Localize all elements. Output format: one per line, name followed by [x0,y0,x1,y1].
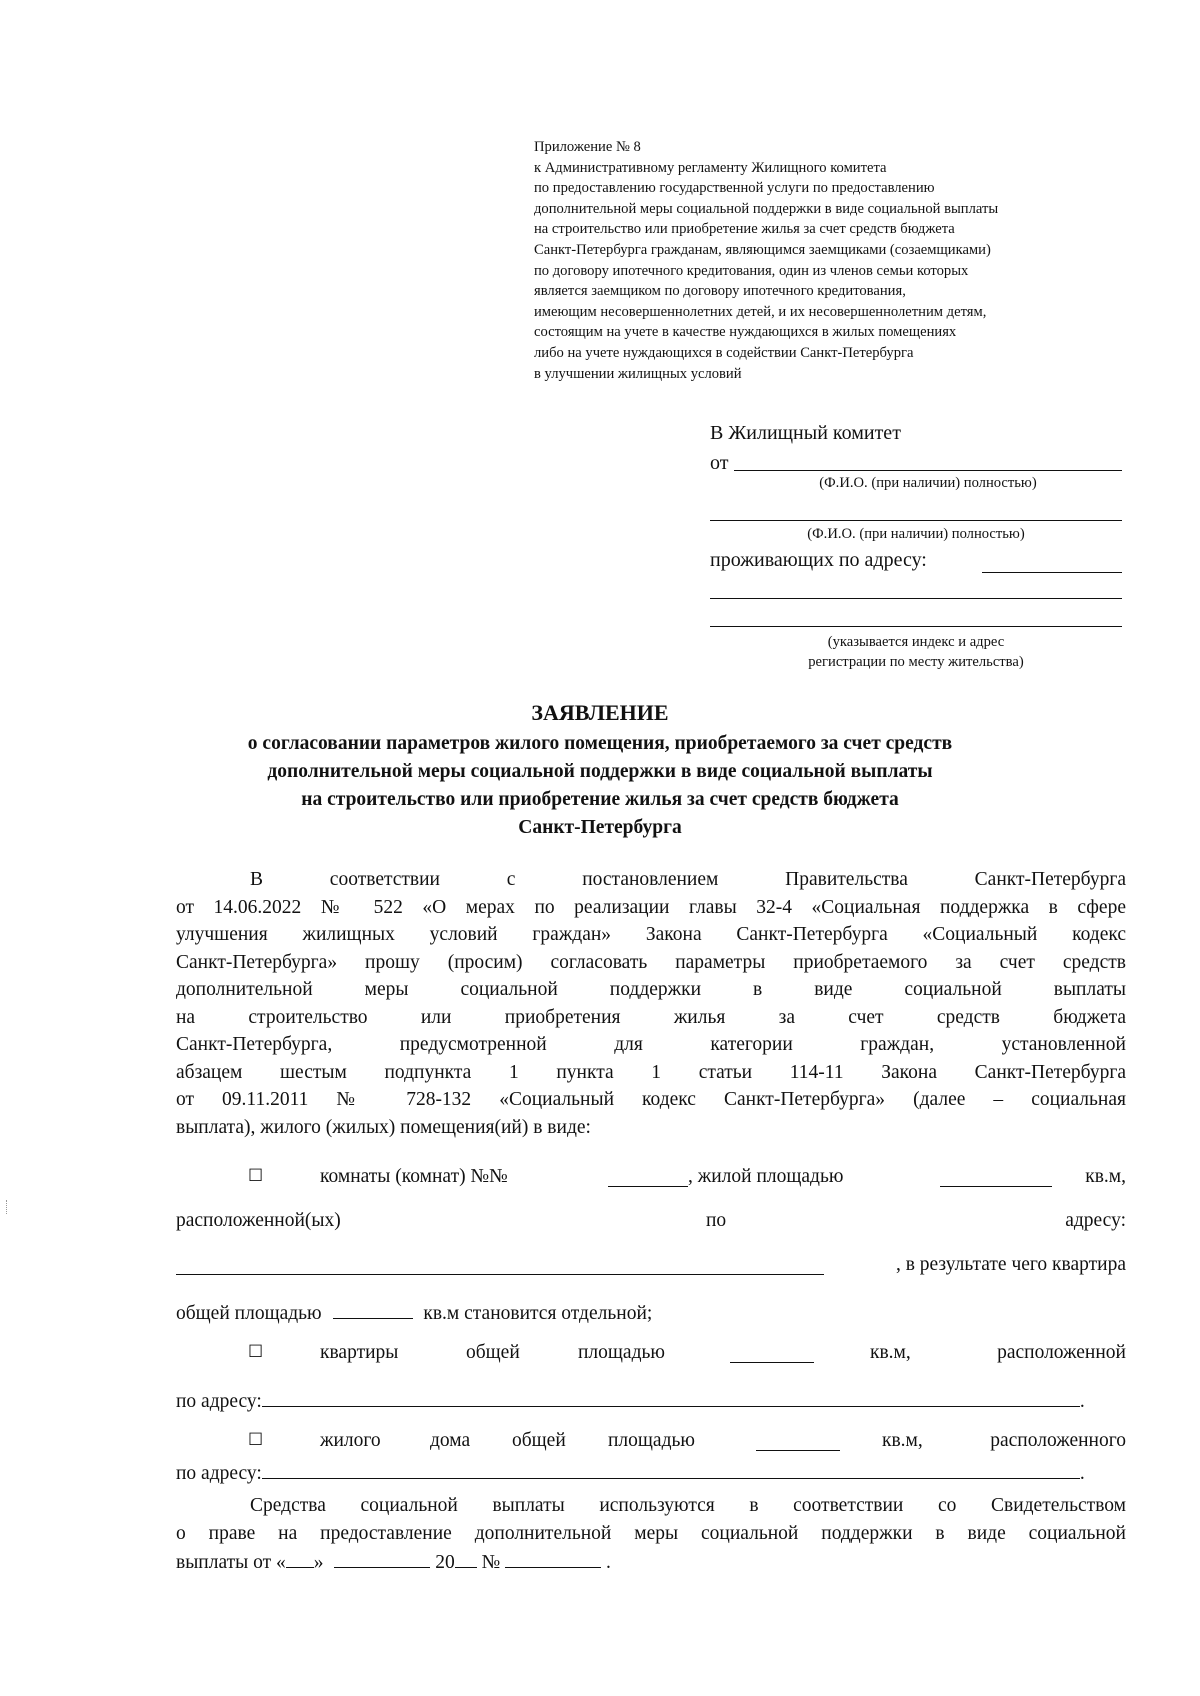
flat-area-label: площадью [578,1342,665,1363]
appendix-line: в улучшении жилищных условий [534,365,742,382]
rooms-checkbox[interactable]: ☐ [248,1166,264,1186]
appendix-line: к Административному регламенту Жилищного комитета [534,159,887,176]
from-name-field[interactable] [734,470,1122,471]
certificate-day-field[interactable] [286,1547,314,1568]
paragraph-line: выплата), жилого (жилых) помещения(ий) в виде: [176,1116,591,1138]
flat-checkbox[interactable]: ☐ [248,1342,264,1362]
from-label: от [710,452,729,474]
rooms-total-area-field[interactable] [333,1298,413,1319]
house-address-field[interactable] [262,1458,1080,1479]
rooms-located-label: расположенной(ых) [176,1210,341,1231]
fio-field-2[interactable] [710,520,1122,521]
address-field-2[interactable] [710,598,1122,599]
house-address-label: по адресу: [176,1463,262,1484]
certificate-end: . [606,1552,611,1573]
title-subtitle-line: Санкт-Петербурга [518,817,682,838]
paragraph-line: Санкт-Петербурга, предусмотренной для категории граждан, установленной [176,1034,1126,1055]
option-house-row-1 [176,1430,1126,1458]
addressee-to: В Жилищный комитет [710,422,901,444]
certificate-year-field[interactable] [455,1547,477,1568]
address-caption-line-1: (указывается индекс и адрес [827,634,1005,650]
flat-total-label: общей [466,1342,520,1363]
flat-address-label: по адресу: [176,1391,262,1412]
address-field-1[interactable] [982,572,1122,573]
house-total-label: общей [512,1430,566,1451]
title-subtitle-line: о согласовании параметров жилого помещения, приобретаемого за счет средств [247,733,953,754]
flat-label: квартиры [320,1342,399,1363]
paragraph-line: на строительство или приобретения жилья за счет средств бюджета [176,1006,1126,1028]
option-rooms-row-1 [176,1166,1126,1194]
appendix-line: на строительство или приобретение жилья за счет средств бюджета [534,221,955,238]
address-caption-line-2: регистрации по месту жительства) [808,654,1024,670]
appendix-line: является заемщиком по договору ипотечного кредитования, [534,283,906,300]
flat-sqm-unit: кв.м, [870,1342,911,1363]
rooms-by-label: по [706,1210,727,1231]
fio-caption-1: (Ф.И.О. (при наличии) полностью) [819,475,1037,491]
option-flat-row-2 [176,1386,1126,1414]
appendix-header [534,137,1134,384]
main-paragraph [176,866,1126,1141]
rooms-living-area-label: , жилой площадью [688,1166,844,1187]
house-checkbox[interactable]: ☐ [248,1430,264,1450]
paragraph-line: улучшения жилищных условий граждан» Закона Санкт-Петербурга «Социальный кодекс [176,924,1126,945]
certificate-year-prefix: 20 [435,1552,455,1573]
rooms-address-label: адресу: [1065,1210,1126,1231]
appendix-line: Приложение № 8 [534,139,641,155]
house-area-field[interactable] [756,1430,840,1451]
certificate-number-field[interactable] [505,1547,601,1568]
paragraph-line: В соответствии с постановлением Правительства Санкт-Петербурга [250,869,1126,890]
title-heading: ЗАЯВЛЕНИЕ [531,700,669,725]
rooms-address-field[interactable] [176,1254,824,1275]
paragraph-line: Санкт-Петербурга» прошу (просим) согласовать параметры приобретаемого за счет средств [176,951,1126,973]
fio-caption-2: (Ф.И.О. (при наличии) полностью) [807,526,1025,542]
rooms-total-area-label: общей площадью [176,1303,322,1324]
rooms-sqm-unit: кв.м, [1085,1166,1126,1187]
final-line-3 [176,1547,1126,1575]
address-caption [710,632,1122,672]
option-rooms-row-4 [176,1298,1126,1326]
paragraph-line: дополнительной меры социальной поддержки в виде социальной выплаты [176,979,1126,1000]
appendix-line: состоящим на учете в качестве нуждающихся в жилых помещениях [534,324,957,341]
rooms-number-field[interactable] [608,1166,688,1187]
flat-area-field[interactable] [730,1342,814,1363]
flat-address-field[interactable] [262,1386,1080,1407]
house-word: дома [430,1430,471,1451]
option-house-row-2 [176,1458,1126,1486]
margin-mark [6,1200,9,1214]
appendix-line: имеющим несовершеннолетних детей, и их несовершеннолетним детям, [534,303,987,320]
flat-address-end: . [1079,1391,1085,1412]
appendix-line: по договору ипотечного кредитования, один из членов семьи которых [534,262,969,279]
rooms-result-text: , в результате чего квартира [895,1254,1126,1275]
appendix-line: по предоставлению государственной услуги по предоставлению [534,180,935,197]
paragraph-line: от 14.06.2022 № 522 «О мерах по реализации главы 32-4 «Социальная поддержка в сфере [176,896,1126,918]
final-paragraph [176,1492,1126,1575]
certificate-date-label: выплаты от « [176,1552,286,1573]
title-subtitle-line: на строительство или приобретение жилья за счет средств бюджета [301,789,899,810]
flat-located-label: расположенной [997,1342,1126,1363]
final-line-2: о праве на предоставление дополнительной меры социальной поддержки в виде социальной [176,1522,1126,1544]
address-label: проживающих по адресу: [710,549,927,571]
certificate-month-field[interactable] [334,1547,430,1568]
house-address-end: . [1079,1463,1085,1484]
house-sqm-unit: кв.м, [882,1430,923,1451]
house-located-label: расположенного [990,1430,1126,1451]
appendix-line: дополнительной меры социальной поддержки в виде социальной выплаты [534,200,999,217]
certificate-number-label: № [481,1552,501,1573]
title-subtitle-line: дополнительной меры социальной поддержки в виде социальной выплаты [267,761,933,782]
final-line-1: Средства социальной выплаты используются в соответствии со Свидетельством [250,1495,1126,1516]
appendix-line: либо на учете нуждающихся в содействии Санкт-Петербурга [534,344,914,361]
title-subtitle [140,730,1060,842]
rooms-separate-text: кв.м становится отдельной; [423,1303,653,1324]
address-field-3[interactable] [710,626,1122,627]
option-rooms-row-2 [176,1210,1126,1238]
document-title [140,700,1060,842]
option-flat-row-1 [176,1342,1126,1370]
house-label: жилого [320,1430,381,1451]
paragraph-line: абзацем шестым подпункта 1 пункта 1 статьи 114-11 Закона Санкт-Петербурга [176,1061,1126,1083]
appendix-line: Санкт-Петербурга гражданам, являющимся заемщиками (созаемщиками) [534,241,991,258]
rooms-area-field[interactable] [940,1166,1052,1187]
rooms-label: комнаты (комнат) №№ [320,1166,508,1187]
house-area-label: площадью [608,1430,695,1451]
paragraph-line: от 09.11.2011 № 728-132 «Социальный кодекс Санкт-Петербурга» (далее – социальная [176,1089,1126,1110]
certificate-day-close: » [313,1552,324,1573]
option-rooms-row-3 [176,1254,1126,1282]
